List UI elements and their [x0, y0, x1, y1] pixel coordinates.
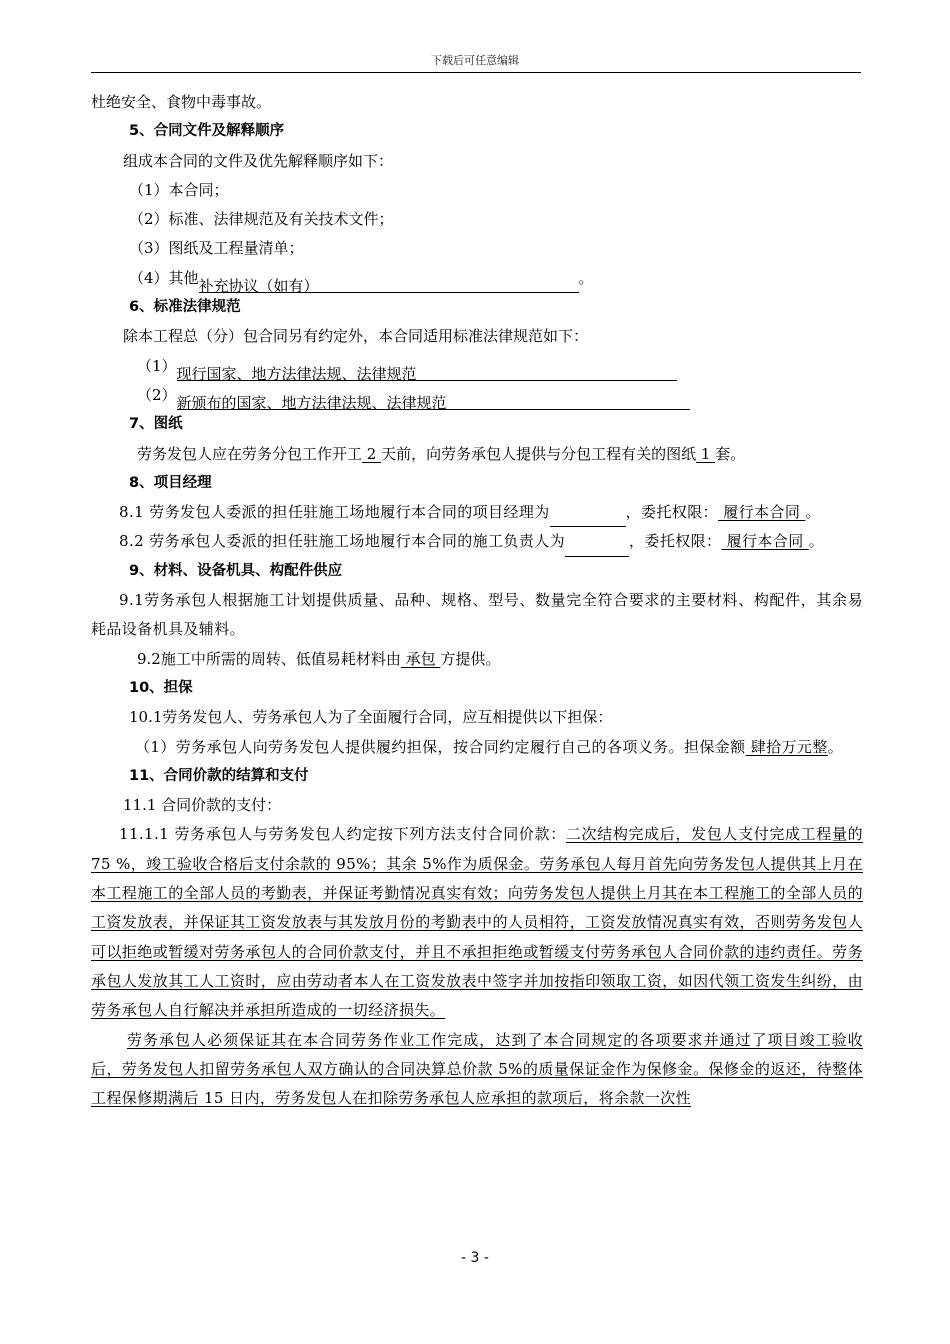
- paragraph: 劳务承包人必须保证其在本合同劳务作业工作完成，达到了本合同规定的各项要求并通过了项目竣工验收后，劳务发包人扣留劳务承包人双方确认的合同决算总价款 5%的质量保证金作为保修金。保修金的返还，待整体工程保修期满后 15 日内，劳务发包人在扣除劳务承包人应承担的款项后，将余款一次性: [91, 1030, 863, 1108]
- list-item: [91, 381, 863, 413]
- fill-value: 1: [696, 444, 716, 463]
- paragraph: [91, 645, 863, 674]
- list-item: （3）图纸及工程量清单；: [129, 239, 304, 258]
- text-run: 劳务发包人应在劳务分包工作开工: [137, 444, 363, 463]
- paragraph: 10.1劳务发包人、劳务承包人为了全面履行合同，应互相提供以下担保：: [129, 708, 613, 727]
- document-body: [91, 88, 863, 1113]
- paragraph: 组成本合同的文件及优先解释顺序如下：: [123, 151, 394, 170]
- text-run: 。: [808, 532, 825, 551]
- section-heading-5: 5、合同文件及解释顺序: [129, 123, 285, 140]
- fill-value: 2: [362, 444, 382, 463]
- paragraph: [91, 527, 863, 556]
- fill-blank: [176, 389, 690, 413]
- page-number: - 3 -: [461, 1250, 489, 1266]
- paragraph: 9.1劳务承包人根据施工计划提供质量、品种、规格、型号、数量完全符合要求的主要材料、构配件，其余易耗品设备机具及辅料。: [91, 591, 863, 639]
- text-run: 8.2 劳务承包人委派的担任驻施工场地履行本合同的施工负责人为: [119, 532, 566, 551]
- text-run: 天前，向劳务承包人提供与分包工程有关的图纸: [381, 444, 697, 463]
- section-heading-6: 6、标准法律规范: [129, 299, 241, 316]
- paragraph: 除本工程总（分）包合同另有约定外，本合同适用标准法律规范如下：: [123, 327, 589, 346]
- fill-blank: [550, 506, 626, 527]
- fill-value: 履行本合同: [721, 532, 809, 551]
- paragraph: [91, 820, 863, 1025]
- text-run: 9.2施工中所需的周转、低值易耗材料由: [137, 649, 401, 668]
- paragraph: [91, 733, 863, 762]
- text-run: ，委托权限：: [629, 532, 722, 551]
- fill-blank: [565, 536, 629, 557]
- list-item-text: （4）其他: [129, 268, 199, 287]
- text-run: 8.1 劳务发包人委派的担任驻施工场地履行本合同的项目经理为: [119, 503, 550, 522]
- list-item: （2）标准、法律规范及有关技术文件；: [129, 210, 394, 229]
- paragraph: [91, 498, 863, 527]
- fill-value: 新颁布的国家、地方法律法规、法律规范: [176, 394, 447, 413]
- list-item: （1）本合同；: [129, 180, 229, 199]
- fill-value: 履行本合同: [718, 503, 806, 522]
- page-header: 下载后可任意编辑: [431, 54, 519, 67]
- underlined-text: 二次结构完成后，发包人支付完成工程量的 75 %，竣工验收合格后支付余款的 95%；其余 5%作为质保金。劳务承包人每月首先向劳务发包人提供其上月在本工程施工的全部人员的考勤表，并保证考勤情况真实有效；向劳务发包人提供上月其在本工程施工的全部人员的工资发放表，并保证其工资发放表与其发放月份的考勤表中的人员相符，工资发放情况真实有效，否则劳务发包人可以拒绝或暂缓对劳务承包人的合同价款支付，并且不承担拒绝或暂缓支付劳务承包人合同价款的违约责任。劳务承包人发放其工人工资时，应由劳动者本人在工资发放表中签字并加按指印领取工资，如因代领工资发生纠纷，由劳务承包人自行解决并承担所造成的一切经济损失。: [91, 825, 864, 1020]
- paragraph: [91, 440, 863, 469]
- text-run: 套。: [715, 444, 746, 463]
- text-run: 。: [827, 737, 844, 756]
- text-run: （1）劳务承包人向劳务发包人提供履约担保，按合同约定履行自己的各项义务。担保金额: [135, 737, 746, 756]
- fill-value: 承包: [400, 649, 441, 668]
- paragraph: 杜绝安全、食物中毒事故。: [91, 93, 272, 111]
- section-heading-8: 8、项目经理: [129, 474, 212, 491]
- list-item-text: 。: [578, 268, 594, 287]
- section-heading-7: 7、图纸: [129, 416, 183, 433]
- list-item: [91, 264, 863, 296]
- list-item: [91, 352, 863, 381]
- header-rule: [91, 72, 861, 73]
- text-run: ，委托权限：: [625, 503, 719, 522]
- section-heading-10: 10、担保: [129, 679, 193, 696]
- fill-value: 肆拾万元整: [745, 737, 828, 756]
- fill-value: 补充协议（如有）: [198, 277, 319, 296]
- list-item-text: （2）: [137, 385, 177, 404]
- section-heading-11: 11、合同价款的结算和支付: [129, 767, 309, 784]
- section-heading-9: 9、材料、设备机具、构配件供应: [129, 562, 343, 579]
- fill-blank: [198, 272, 579, 296]
- paragraph: 11.1 合同价款的支付：: [123, 796, 282, 815]
- text-run: 。: [805, 503, 821, 522]
- list-item-text: （1）: [137, 356, 177, 375]
- fill-blank: [177, 360, 677, 381]
- text-run: 11.1.1 劳务承包人与劳务发包人约定按下列方法支付合同价款：: [119, 825, 566, 844]
- fill-value: 现行国家、地方法律法规、法律规范: [176, 364, 417, 383]
- text-run: 方提供。: [440, 649, 501, 668]
